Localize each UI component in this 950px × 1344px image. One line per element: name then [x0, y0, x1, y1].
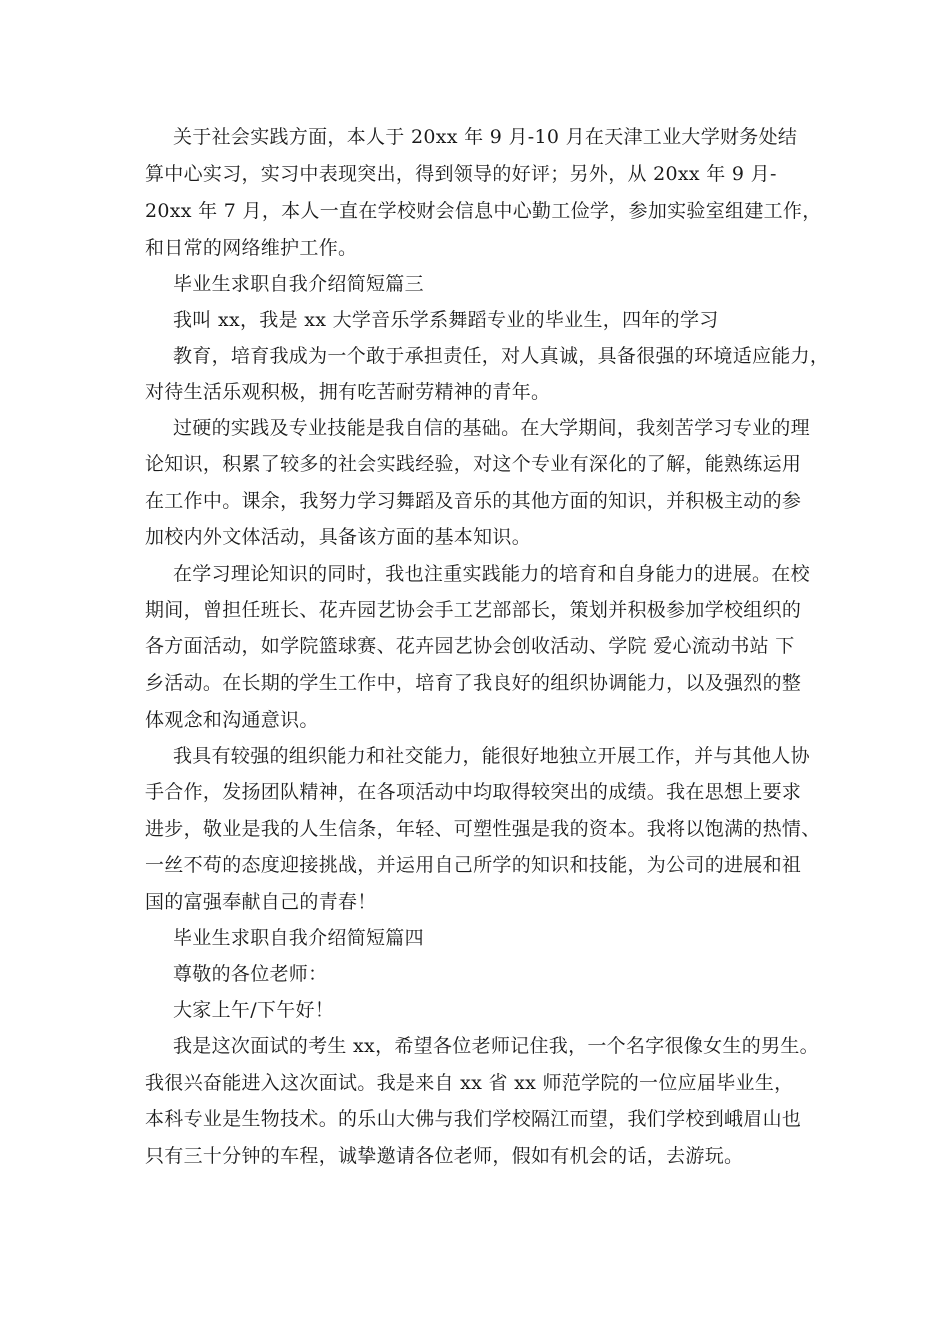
paragraph-line: 进步，敬业是我的人生信条，年轻、可塑性强是我的资本。我将以饱满的热情、	[145, 818, 821, 840]
paragraph-line: 我是这次面试的考生 xx，希望各位老师记住我，一个名字很像女生的男生。	[173, 1035, 819, 1057]
paragraph-line: 在工作中。课余，我努力学习舞蹈及音乐的其他方面的知识，并积极主动的参	[145, 490, 802, 512]
paragraph-line: 论知识，积累了较多的社会实践经验，对这个专业有深化的了解，能熟练运用	[145, 453, 802, 475]
paragraph-line: 乡活动。在长期的学生工作中，培育了我良好的组织协调能力，以及强烈的整	[145, 672, 802, 694]
paragraph-line: 我很兴奋能进入这次面试。我是来自 xx 省 xx 师范学院的一位应届毕业生，	[145, 1072, 794, 1094]
salutation: 尊敬的各位老师：	[173, 963, 328, 985]
paragraph-line: 算中心实习，实习中表现突出，得到领导的好评；另外，从 20xx 年 9 月-	[145, 163, 777, 185]
paragraph-line: 20xx 年 7 月，本人一直在学校财会信息中心勤工俭学，参加实验室组建工作，	[145, 200, 822, 222]
section-heading: 毕业生求职自我介绍简短篇三	[173, 273, 424, 295]
paragraph-line: 在学习理论知识的同时，我也注重实践能力的培育和自身能力的进展。在校	[173, 563, 810, 585]
paragraph-line: 对待生活乐观积极，拥有吃苦耐劳精神的青年。	[145, 381, 551, 403]
paragraph-line: 一丝不苟的态度迎接挑战，并运用自己所学的知识和技能，为公司的进展和祖	[145, 854, 802, 876]
paragraph-line: 我具有较强的组织能力和社交能力，能很好地独立开展工作，并与其他人协	[173, 745, 810, 767]
paragraph-line: 和日常的网络维护工作。	[145, 237, 358, 259]
paragraph-line: 体观念和沟通意识。	[145, 709, 319, 731]
paragraph-line: 期间，曾担任班长、花卉园艺协会手工艺部部长，策划并积极参加学校组织的	[145, 599, 802, 621]
greeting: 大家上午/下午好！	[173, 999, 335, 1021]
paragraph-line: 关于社会实践方面，本人于 20xx 年 9 月-10 月在天津工业大学财务处结	[173, 126, 798, 148]
paragraph-line: 我叫 xx，我是 xx 大学音乐学系舞蹈专业的毕业生，四年的学习	[173, 309, 719, 331]
section-heading: 毕业生求职自我介绍简短篇四	[173, 927, 424, 949]
paragraph-line: 本科专业是生物技术。的乐山大佛与我们学校隔江而望，我们学校到峨眉山也	[145, 1108, 802, 1130]
paragraph-line: 国的富强奉献自己的青春！	[145, 891, 377, 913]
paragraph-line: 过硬的实践及专业技能是我自信的基础。在大学期间，我刻苦学习专业的理	[173, 417, 810, 439]
paragraph-line: 教育，培育我成为一个敢于承担责任，对人真诚，具备很强的环境适应能力，	[173, 345, 830, 367]
paragraph-line: 手合作，发扬团队精神，在各项活动中均取得较突出的成绩。我在思想上要求	[145, 781, 802, 803]
paragraph-line: 加校内外文体活动，具备该方面的基本知识。	[145, 526, 532, 548]
paragraph-line: 只有三十分钟的车程，诚挚邀请各位老师，假如有机会的话，去游玩。	[145, 1145, 744, 1167]
paragraph-line: 各方面活动，如学院篮球赛、花卉园艺协会创收活动、学院 爱心流动书站 下	[145, 635, 795, 657]
